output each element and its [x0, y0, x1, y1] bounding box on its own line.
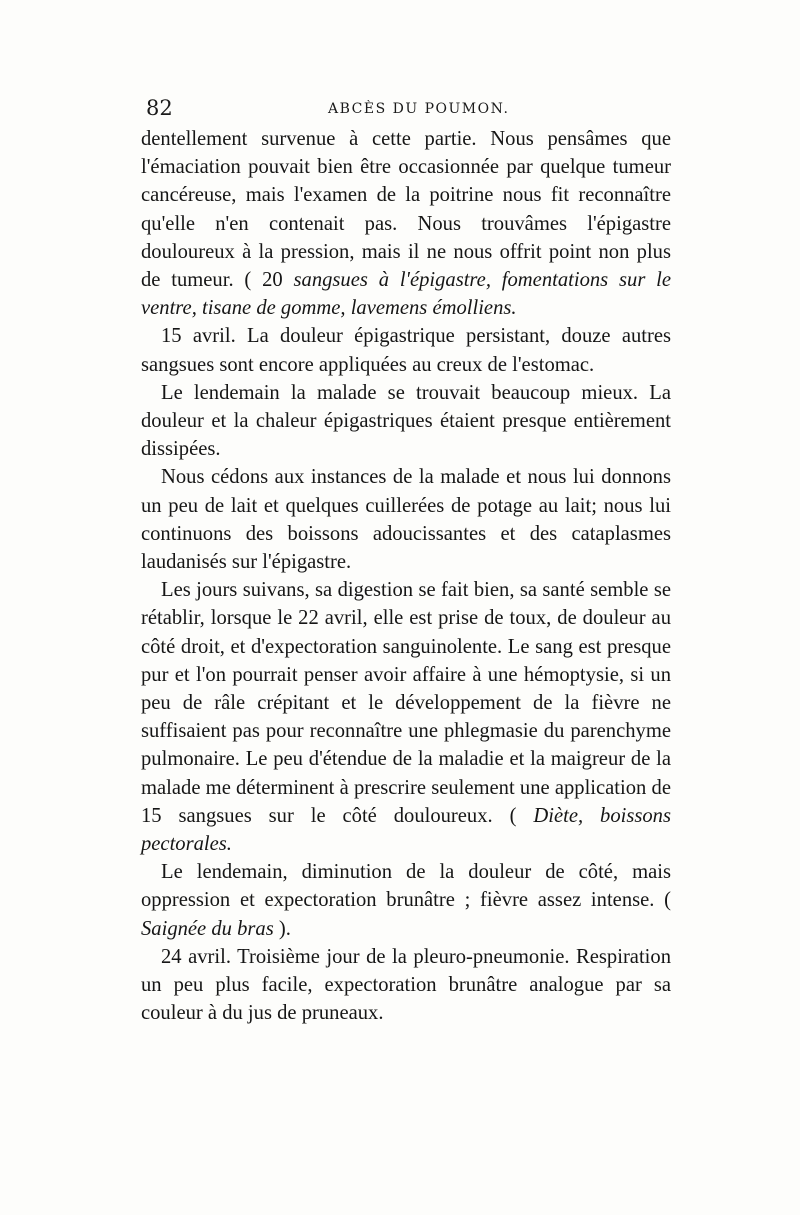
- paragraph-2: [141, 322, 671, 378]
- paragraph-7: [141, 943, 671, 1028]
- running-title: ABCÈS DU POUMON.: [328, 101, 510, 117]
- paragraph-3-text: Le lendemain la malade se trouvait beaucoup mieux. La douleur et la chaleur épigastriques étaient presque entièrement dissipées.: [141, 381, 671, 461]
- body-text: [141, 125, 671, 1028]
- page-number: 82: [146, 96, 173, 120]
- paragraph-1-italic: sangsues à l'épigastre, fomentations sur le ventre, tisane de gomme, lavemens émolliens.: [141, 269, 672, 320]
- paragraph-6-text: Le lendemain, diminution de la douleur de côté, mais oppression et expectoration brunâtre ; fièvre assez intense. (: [141, 861, 671, 912]
- paragraph-3: [141, 379, 671, 464]
- paragraph-6-italic: Saignée du bras: [141, 917, 274, 940]
- paragraph-4-text: Nous cédons aux instances de la malade et nous lui donnons un peu de lait et quelques cuillerées de potage au lait; nous lui continuons des boissons adoucissantes et des cataplasmes laudanisés sur l'épigastre.: [141, 466, 671, 574]
- paragraph-5-italic: Diète, boissons pectorales.: [141, 804, 671, 856]
- running-head: [146, 96, 670, 126]
- paragraph-6: [141, 858, 671, 943]
- paragraph-1-text: dentellement survenue à cette partie. Nous pensâmes que l'émaciation pouvait bien être occasionnée par quelque tumeur cancéreuse, mais l'examen de la poitrine nous fit reconnaître qu'elle n'en contenait pas. Nous trouvâmes l'épigastre douloureux à la pression, mais il ne nous offrit point non plus de tumeur. ( 20: [141, 128, 671, 292]
- paragraph-2-text: 15 avril. La douleur épigastrique persistant, douze autres sangsues sont encore appliquées au creux de l'estomac.: [141, 325, 671, 376]
- paragraph-1: [141, 125, 671, 322]
- paragraph-6-after: ).: [273, 917, 291, 940]
- paragraph-4: [141, 463, 671, 576]
- paragraph-5: [141, 576, 671, 858]
- paragraph-5-text: Les jours suivans, sa digestion se fait bien, sa santé semble se rétablir, lorsque le 22 avril, elle est prise de toux, de douleur au côté droit, et d'expectoration sanguinolente. Le sang est presque pur et l'on pourrait penser avoir affaire à une hémoptysie, si un peu de râle crépitant et le développement de la fièvre ne suffisaient pas pour reconnaître une phlegmasie du parenchyme pulmonaire. Le peu d'étendue de la maladie et la maigreur de la malade me déterminent à prescrire seulement une application de 15 sangsues sur le côté douloureux. (: [141, 579, 671, 827]
- paragraph-7-text: 24 avril. Troisième jour de la pleuro-pneumonie. Respiration un peu plus facile, expectoration brunâtre analogue par sa couleur à du jus de pruneaux.: [141, 945, 671, 1025]
